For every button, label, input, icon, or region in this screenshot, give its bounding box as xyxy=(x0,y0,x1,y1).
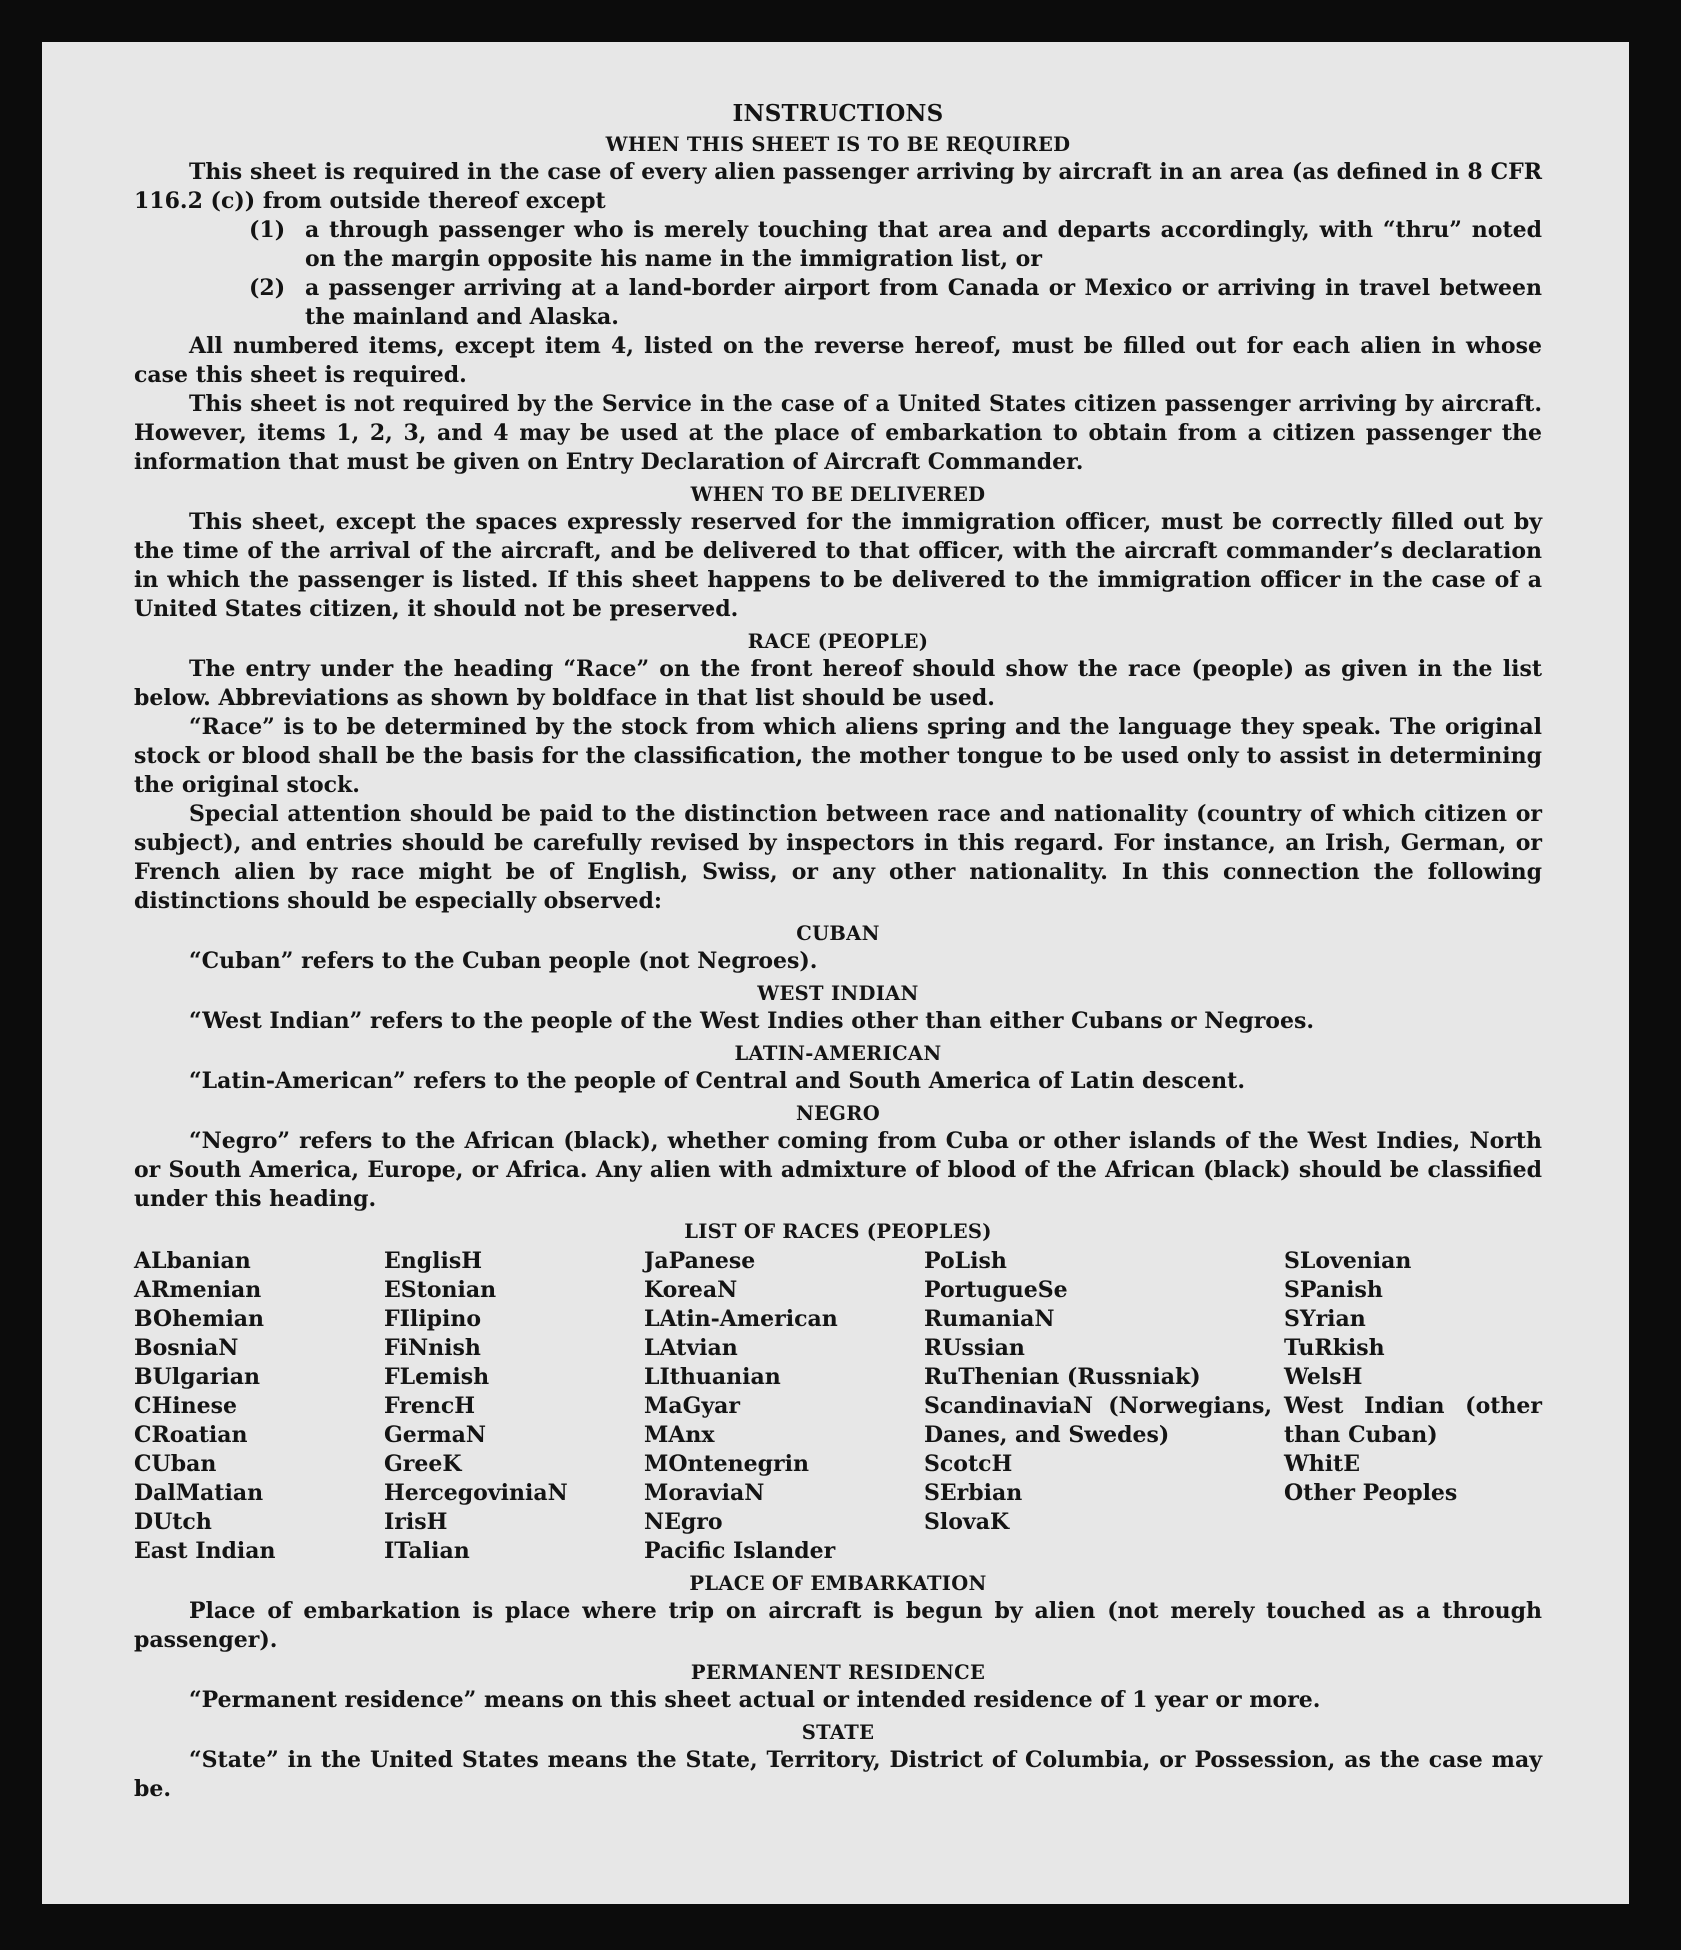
race-item: IrisH xyxy=(384,1509,448,1535)
paragraph-numbered-items: All numbered items, except item 4, listed on the reverse hereof, must be filled out for each alien in whose case this sheet is required. xyxy=(134,333,1542,388)
race-column-5-top xyxy=(1284,1247,1542,1392)
heading-list-of-races: LIST OF RACES (PEOPLES) xyxy=(684,1220,992,1243)
race-column-4 xyxy=(924,1247,1284,1566)
race-item: WelsH xyxy=(1284,1364,1363,1390)
race-item: HercegoviniaN xyxy=(384,1480,568,1506)
race-item: LAtvian xyxy=(644,1335,738,1361)
race-item: TuRkish xyxy=(1284,1335,1385,1361)
paragraph-latin-american: “Latin-American” refers to the people of Central and South America of Latin descent. xyxy=(189,1068,1245,1094)
heading-cuban: CUBAN xyxy=(796,922,880,945)
race-item: PortugueSe xyxy=(924,1277,1068,1303)
race-item: RuThenian (Russniak) xyxy=(924,1364,1201,1390)
race-item: East Indian xyxy=(134,1538,276,1564)
race-item: WhitE xyxy=(1284,1451,1360,1477)
race-item: PoLish xyxy=(924,1248,1007,1274)
exception-item-2 xyxy=(134,274,1542,332)
race-item: FIlipino xyxy=(384,1306,482,1332)
heading-when-required: WHEN THIS SHEET IS TO BE REQUIRED xyxy=(605,133,1071,156)
heading-when-delivered: WHEN TO BE DELIVERED xyxy=(690,483,986,506)
heading-embarkation: PLACE OF EMBARKATION xyxy=(689,1572,987,1595)
paragraph-delivered: This sheet, except the spaces expressly reserved for the immigration officer, must be correctly filled out by the time of the arrival of the aircraft, and be delivered to that officer, with the aircraft commander’s declaration in which the passenger is listed. If this sheet happens to be delivered to the immigration officer in the case of a United States citizen, it should not be preserved. xyxy=(134,509,1542,622)
race-item: BUlgarian xyxy=(134,1364,260,1390)
race-item: BosniaN xyxy=(134,1335,239,1361)
race-column-1 xyxy=(134,1247,384,1566)
race-item: FrencH xyxy=(384,1393,475,1419)
race-item: DalMatian xyxy=(134,1480,264,1506)
race-column-3 xyxy=(644,1247,924,1566)
race-item: MOntenegrin xyxy=(644,1451,809,1477)
paragraph-cuban: “Cuban” refers to the Cuban people (not Negroes). xyxy=(189,948,818,974)
paragraph-citizen: This sheet is not required by the Service in the case of a United States citizen passenger arriving by aircraft. However, items 1, 2, 3, and 4 may be used at the place of embarkation to obtain from a citizen passenger the information that must be given on Entry Declaration of Aircraft Commander. xyxy=(134,391,1542,475)
race-item: NEgro xyxy=(644,1509,723,1535)
paragraph-negro: “Negro” refers to the African (black), whether coming from Cuba or other islands of the West Indies, North or South America, Europe, or Africa. Any alien with admixture of blood of the African (black) should be classified under this heading. xyxy=(134,1128,1542,1212)
document-page xyxy=(42,42,1629,1904)
exception-number: (2) xyxy=(249,275,286,301)
paragraph-embarkation: Place of embarkation is place where trip on aircraft is begun by alien (not merely touched as a through passenger). xyxy=(134,1598,1542,1653)
page-title: INSTRUCTIONS xyxy=(732,100,944,127)
race-column-5-bottom xyxy=(1284,1450,1542,1508)
paragraph-permanent-residence: “Permanent residence” means on this sheet actual or intended residence of 1 year or more. xyxy=(189,1687,1321,1713)
race-item: EStonian xyxy=(384,1277,497,1303)
exception-item-1 xyxy=(134,216,1542,274)
race-item-scandinavian: ScandinaviaN (Norwegians, Danes, and Swedes) xyxy=(924,1393,1272,1448)
race-item: RumaniaN xyxy=(924,1306,1055,1332)
paragraph-race-nationality: Special attention should be paid to the distinction between race and nationality (country of which citizen or subject), and entries should be carefully revised by inspectors in this regard. For instance, an Irish, German, or French alien by race might be of English, Swiss, or any other nationality. In this connection the following distinctions should be especially observed: xyxy=(134,801,1542,914)
exception-text: a passenger arriving at a land-border airport from Canada or Mexico or arriving in travel between the mainland and Alaska. xyxy=(305,275,1542,330)
race-item: CRoatian xyxy=(134,1422,248,1448)
heading-latin-american: LATIN-AMERICAN xyxy=(734,1042,942,1065)
heading-negro: NEGRO xyxy=(795,1102,881,1125)
race-item: SErbian xyxy=(924,1480,1023,1506)
race-item: KoreaN xyxy=(644,1277,738,1303)
exception-number: (1) xyxy=(249,217,286,243)
race-item: JaPanese xyxy=(644,1248,756,1274)
race-item: RUssian xyxy=(924,1335,1025,1361)
race-item: CHinese xyxy=(134,1393,238,1419)
race-item: FiNnish xyxy=(384,1335,481,1361)
race-item: ARmenian xyxy=(134,1277,262,1303)
paragraph-state: “State” in the United States means the State, Territory, District of Columbia, or Possession, as the case may be. xyxy=(134,1747,1542,1802)
race-item: MaGyar xyxy=(644,1393,741,1419)
race-item: ITalian xyxy=(384,1538,470,1564)
race-list xyxy=(134,1247,1542,1566)
paragraph-west-indian: “West Indian” refers to the people of the West Indies other than either Cubans or Negroes. xyxy=(189,1008,1315,1034)
race-item: GreeK xyxy=(384,1451,462,1477)
race-item: DUtch xyxy=(134,1509,212,1535)
race-item: ScotcH xyxy=(924,1451,1013,1477)
race-item: LIthuanian xyxy=(644,1364,781,1390)
race-item: ALbanian xyxy=(134,1248,251,1274)
race-column-5 xyxy=(1284,1247,1542,1566)
heading-state: STATE xyxy=(801,1721,875,1744)
race-column-4-bottom xyxy=(924,1450,1284,1537)
race-item: Other Peoples xyxy=(1284,1480,1458,1506)
race-item: Pacific Islander xyxy=(644,1538,836,1564)
exception-text: a through passenger who is merely touching that area and departs accordingly, with “thru” noted on the margin opposite his name in the immigration list, or xyxy=(305,217,1542,272)
race-item: LAtin-American xyxy=(644,1306,838,1332)
race-item: SYrian xyxy=(1284,1306,1366,1332)
race-item: BOhemian xyxy=(134,1306,265,1332)
heading-west-indian: WEST INDIAN xyxy=(757,982,919,1005)
race-item: EnglisH xyxy=(384,1248,483,1274)
paragraph-race-entry: The entry under the heading “Race” on the front hereof should show the race (people) as given in the list below. Abbreviations as shown by boldface in that list should be used. xyxy=(134,656,1542,711)
race-item: SlovaK xyxy=(924,1509,1010,1535)
race-item: FLemish xyxy=(384,1364,490,1390)
paragraph-race-stock: “Race” is to be determined by the stock from which aliens spring and the language they speak. The original stock or blood shall be the basis for the classification, the mother tongue to be used only to assist in determining the original stock. xyxy=(134,714,1542,798)
race-item-west-indian: West Indian (other than Cuban) xyxy=(1284,1393,1542,1448)
heading-race: RACE (PEOPLE) xyxy=(747,630,929,653)
race-item: MAnx xyxy=(644,1422,715,1448)
race-item: SPanish xyxy=(1284,1277,1383,1303)
race-item: GermaN xyxy=(384,1422,487,1448)
race-item: CUban xyxy=(134,1451,217,1477)
race-item: MoraviaN xyxy=(644,1480,765,1506)
document-content xyxy=(134,100,1542,1804)
heading-permanent-residence: PERMANENT RESIDENCE xyxy=(690,1661,986,1684)
race-item: SLovenian xyxy=(1284,1248,1412,1274)
race-column-2 xyxy=(384,1247,644,1566)
paragraph-required: This sheet is required in the case of every alien passenger arriving by aircraft in an area (as defined in 8 CFR 116.2 (c)) from outside thereof except xyxy=(134,159,1542,214)
race-column-4-top xyxy=(924,1247,1284,1392)
